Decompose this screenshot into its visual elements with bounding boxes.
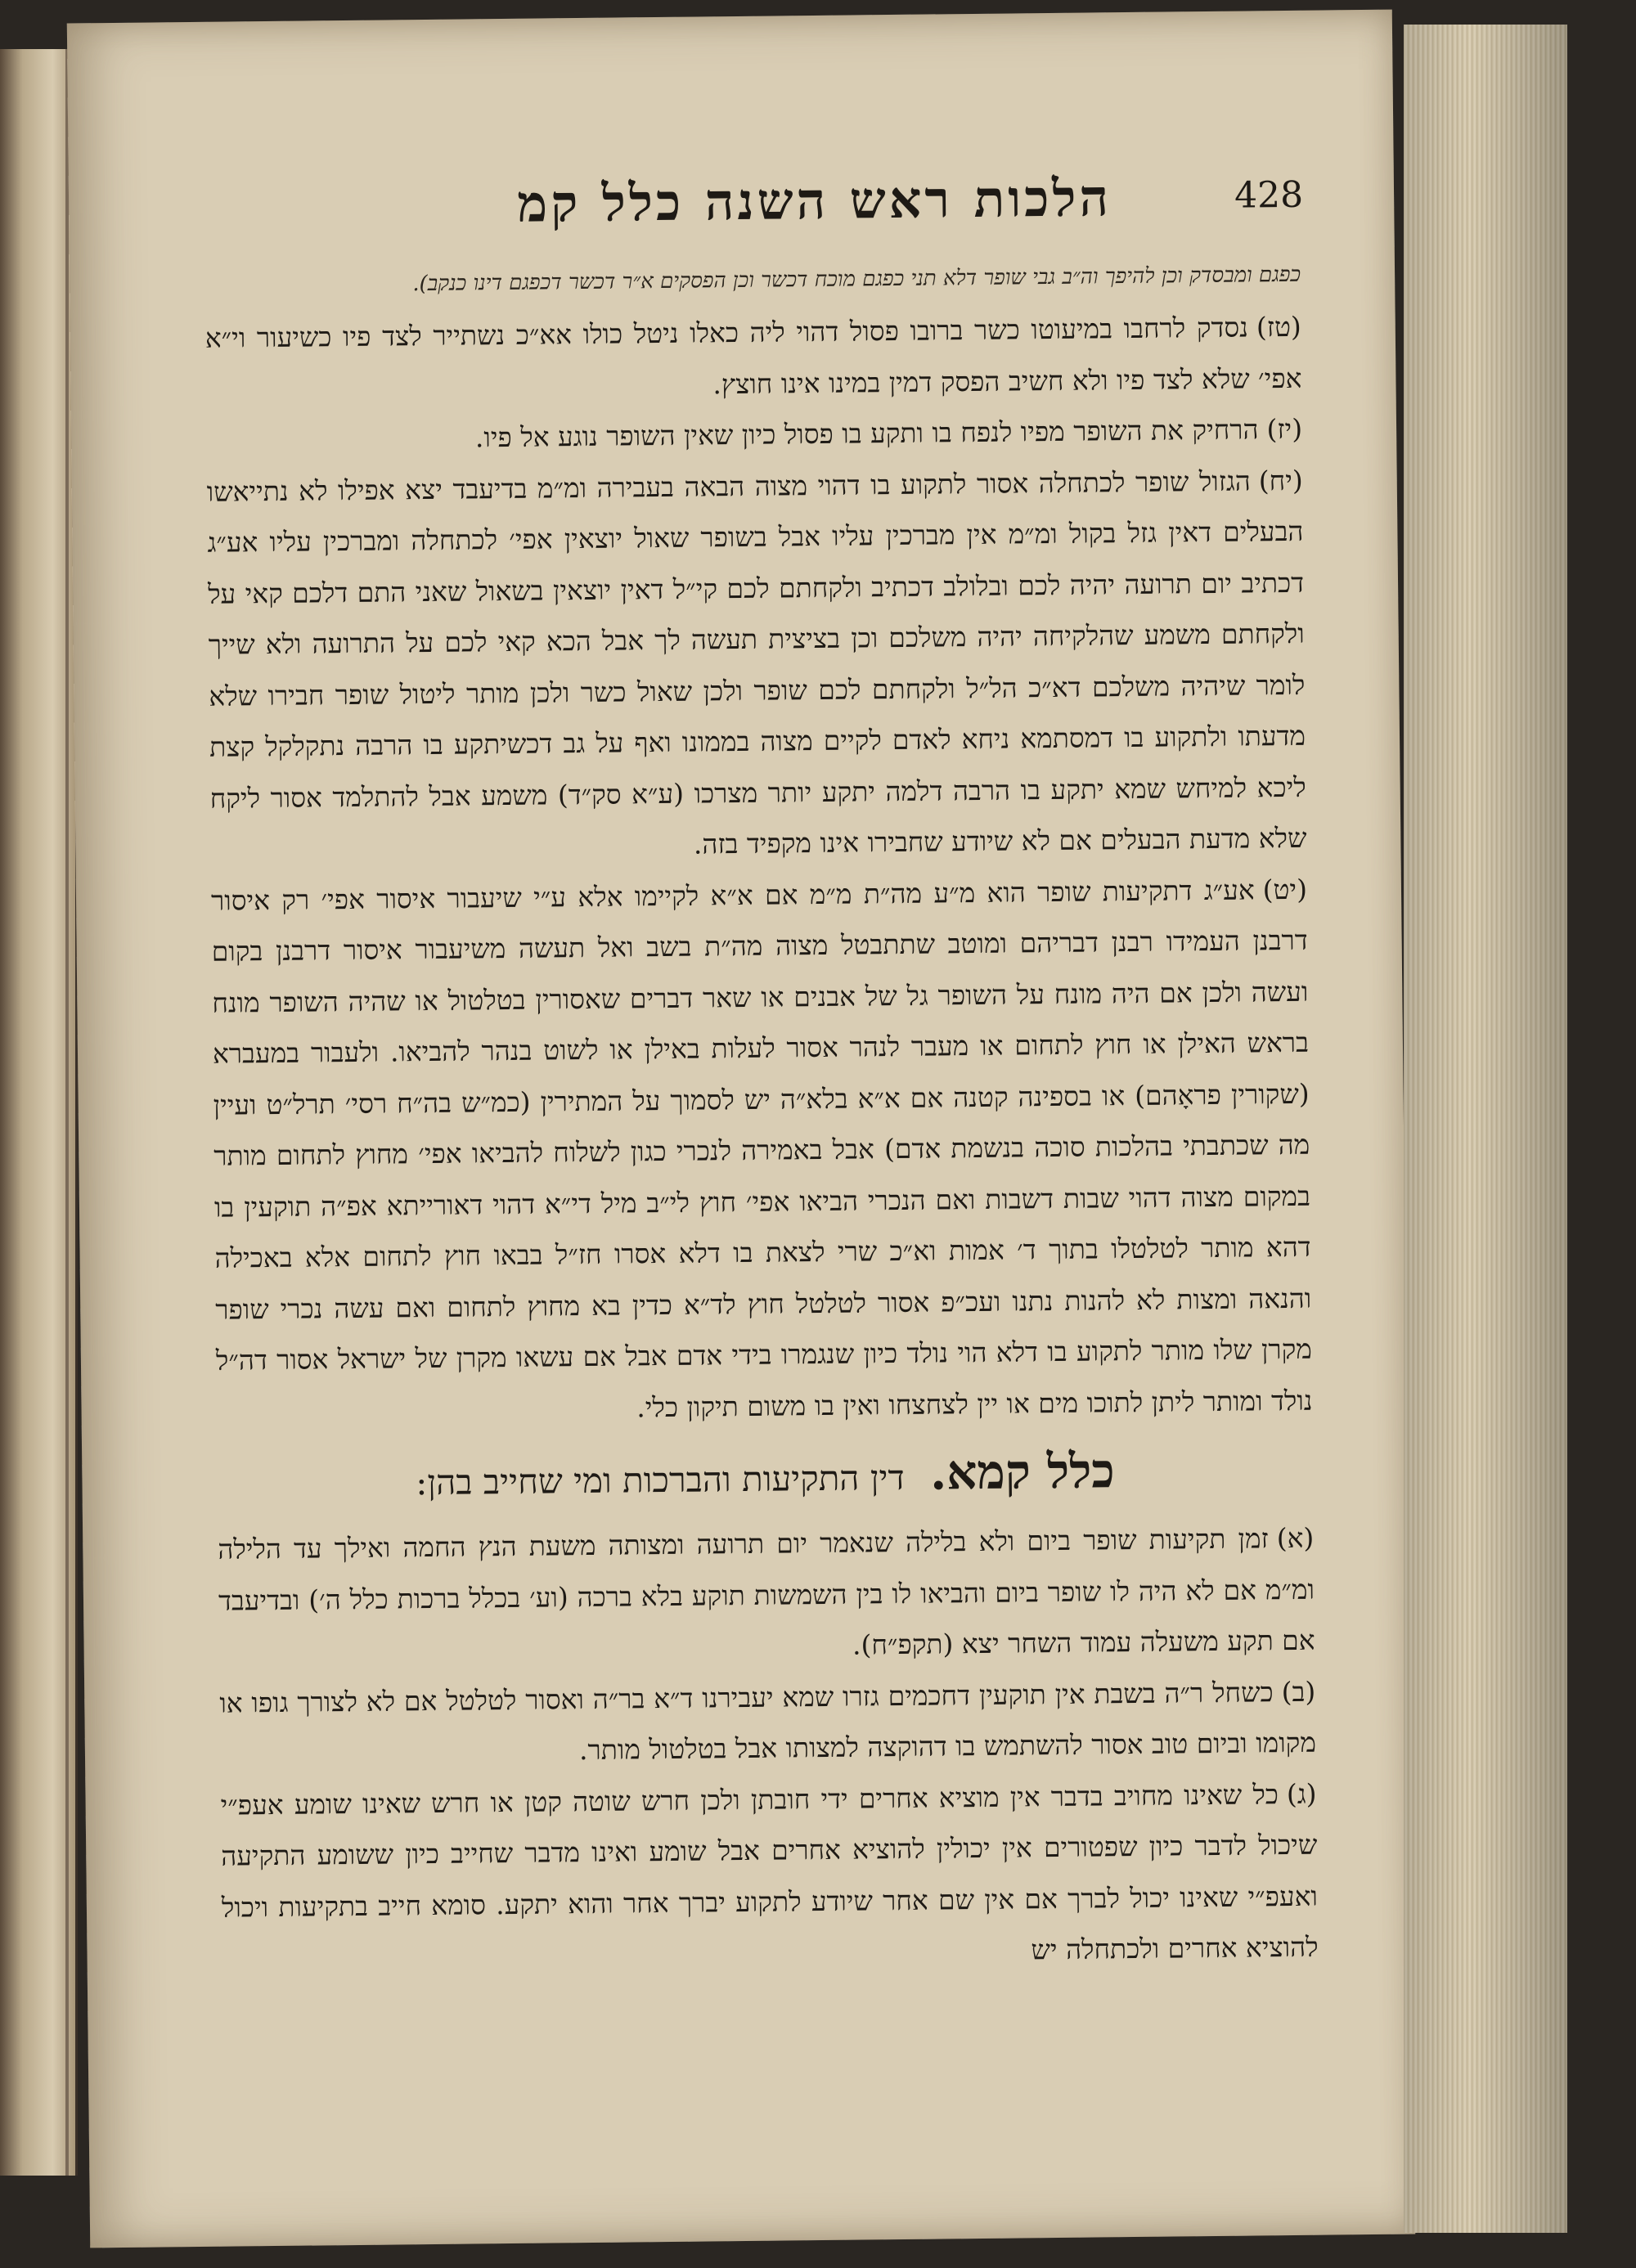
paragraph-text: הגזול שופר לכתחלה אסור לתקוע בו דהוי מצוה הבאה בעבירה ומ״מ בדיעבד יצא אפילו לא נתייאשו הבעלים דאין גזל בקול ומ״מ אין מברכין עליו אבל בשופר שאול יוצאין אפי׳ לכתחלה ומברכין עליו אע״ג דכתיב יום תרועה יהיה לכם ובלולב דכתיב ולקחתם לכם קי״ל דאין יוצאין בשאול שאני התם דלכם קאי על ולקחתם משמע שהלקיחה יהיה משלכם וכן בציצית תעשה לך אבל הכא קאי לכם על התרועה ולא שייך לומר שיהיה משלכם דא״כ הל״ל ולקחתם לכם שופר ולכן שאול כשר ולכן מותר ליטול שופר חבירו שלא מדעתו ולתקוע בו דמסתמא ניחא לאדם לקיים מצוה בממונו ואף על גב דכשיתקע בו הרבה נתקלקל קצת ליכא למיחש שמא יתקע בו הרבה דלמה יתקע יותר מצרכו (ע״א סק״ד) משמע אבל להתלמד אסור ליקח שלא מדעת הבעלים אם לא שיודע שחבירו אינו מקפיד בזה.	[206, 464, 1307, 860]
paragraph-text: זמן תקיעות שופר ביום ולא בלילה שנאמר יום תרועה ומצותה משעת הנץ החמה ואילך עד הלילה ומ״מ אם לא היה לו שופר ביום והביאו לו בין השמשות תוקע בלא ברכה (וע׳ בכלל ברכות כלל ה׳) ובדיעבד אם תקע משעלה עמוד השחר יצא (תקפ״ח).	[218, 1522, 1315, 1661]
paragraph-number: (א)	[1276, 1521, 1315, 1555]
page-block-edge	[1404, 25, 1567, 2233]
page-header	[204, 158, 1304, 267]
paragraph-text: כשחל ר״ה בשבת אין תוקעין דחכמים גזרו שמא יעבירנו ד״א בר״ה ואסור לטלטל אם לא לצורך גופו או מקומו וביום טוב אסור להשתמש בו דהוקצה למצותו אבל בטלטול מותר.	[219, 1675, 1317, 1767]
page-content	[204, 158, 1319, 1984]
paragraph-1	[218, 1513, 1315, 1678]
book-page	[67, 10, 1415, 2248]
paragraph-text: אע״ג דתקיעות שופר הוא מ״ע מה״ת מ״מ אם א״א לקיימו אלא ע״י שיעבור איסור אפי׳ רק איסור דרבנן העמידו רבנן דבריהם ומוטב שתתבטל מצוה מה״ת בשב ואל תעשה משיעבור איסור דרבנן בקום ועשה ולכן אם היה מונח על השופר גל של אבנים או שאר דברים שאסורין בטלטול או שהיה השופר מונח בראש האילן או חוץ לתחום או מעבר לנהר אסור לעלות באילן או לשוט בנהר להביאו. ולעבור במעברא (שקורין פראָהם) או בספינה קטנה אם א״א בלא״ה יש לסמוך על המתירין (כמ״ש בה״ח רסי׳ תרל״ט ועיין מה שכתבתי בהלכות סוכה בנשמת אדם) אבל באמירה לנכרי כגון לשלוח להביאו אפי׳ מחוץ לתחום מותר במקום מצוה דהוי שבות דשבות ואם הנכרי הביאו אפי׳ חוץ לי״ב מיל די״א דהוי דאורייתא אפ״ה תוקעין בו דהא מותר לטלטלו בתוך ד׳ אמות וא״כ שרי לצאת בו דלא אסרו חז״ל בבאו חוץ לתחום אלא באכילה והנאה ומצות לא להנות נתנו ועכ״פ אסור לטלטל חוץ לד״א כדין בא מחוץ לתחום ואם עשה נכרי שופר מקרן שלו מותר לתקוע בו דלא הוי נולד כיון שנגמרו בידי אדם אבל אם עשאו מקרן של ישראל אסור דה״ל נולד ומותר ליתן לתוכו מים או יין לצחצחו ואין בו משום תיקון כלי.	[210, 873, 1313, 1423]
paragraph-2	[219, 1666, 1316, 1780]
section-subtitle: דין התקיעות והברכות ומי שחייב בהן:	[415, 1457, 905, 1503]
section-heading	[217, 1444, 1314, 1510]
paragraph-number: (טז)	[1256, 310, 1301, 344]
paragraph-text: נסדק לרחבו במיעוטו כשר ברובו פסול דהוי ליה כאלו ניטל כולו אא״כ נשתייר לצד פיו כשיעור וי״א אפי׳ שלא לצד פיו ולא חשיב הפסק דמין במינו אינו חוצץ.	[204, 311, 1302, 400]
facing-page-binding	[65, 49, 69, 2176]
page-number: 428	[1234, 173, 1304, 217]
paragraph-18	[206, 455, 1306, 875]
paragraph-3	[220, 1768, 1319, 1984]
running-title: הלכות ראש השנה כלל קמ	[516, 168, 1112, 234]
paragraph-16	[205, 302, 1302, 415]
paragraph-number: (יט)	[1262, 873, 1308, 905]
paragraph-number: (ב)	[1281, 1675, 1316, 1708]
top-note: כפגם ומבסדק וכן להיפך וה״ב גבי שופר דלא תני כפגם מוכח דכשר וכן הפסקים א״ר דכשר דכפגם דינו כנקב).	[412, 262, 1301, 297]
facing-page-edge	[0, 49, 78, 2176]
section-title: כלל קמא.	[929, 1443, 1116, 1501]
paragraph-text: כל שאינו מחויב בדבר אין מוציא אחרים ידי חובתן ולכן חרש שוטה קטן או חרש שאינו שומע אעפ״י שיכול לדבר כיון שפטורים אין יכולין להוציא אחרים אבל שומע ואינו מדבר שחייב כיון ששומע התקיעה ואעפ״י שאינו יכול לברך אם אין שם אחר שיודע לתקוע יברך אחר והוא יתקע. סומא חייב בתקיעות ויכול להוציא אחרים ולכתחלה יש	[220, 1777, 1319, 1966]
page-edge-shading	[1404, 25, 1567, 2233]
paragraph-number: (יז)	[1266, 412, 1303, 446]
paragraph-number: (ג)	[1286, 1777, 1317, 1810]
paragraph-19	[211, 864, 1313, 1437]
paragraph-text: הרחיק את השופר מפיו לנפח בו ותקע בו פסול כיון שאין השופר נוגע אל פיו.	[474, 413, 1259, 454]
paragraph-number: (יח)	[1258, 464, 1303, 496]
